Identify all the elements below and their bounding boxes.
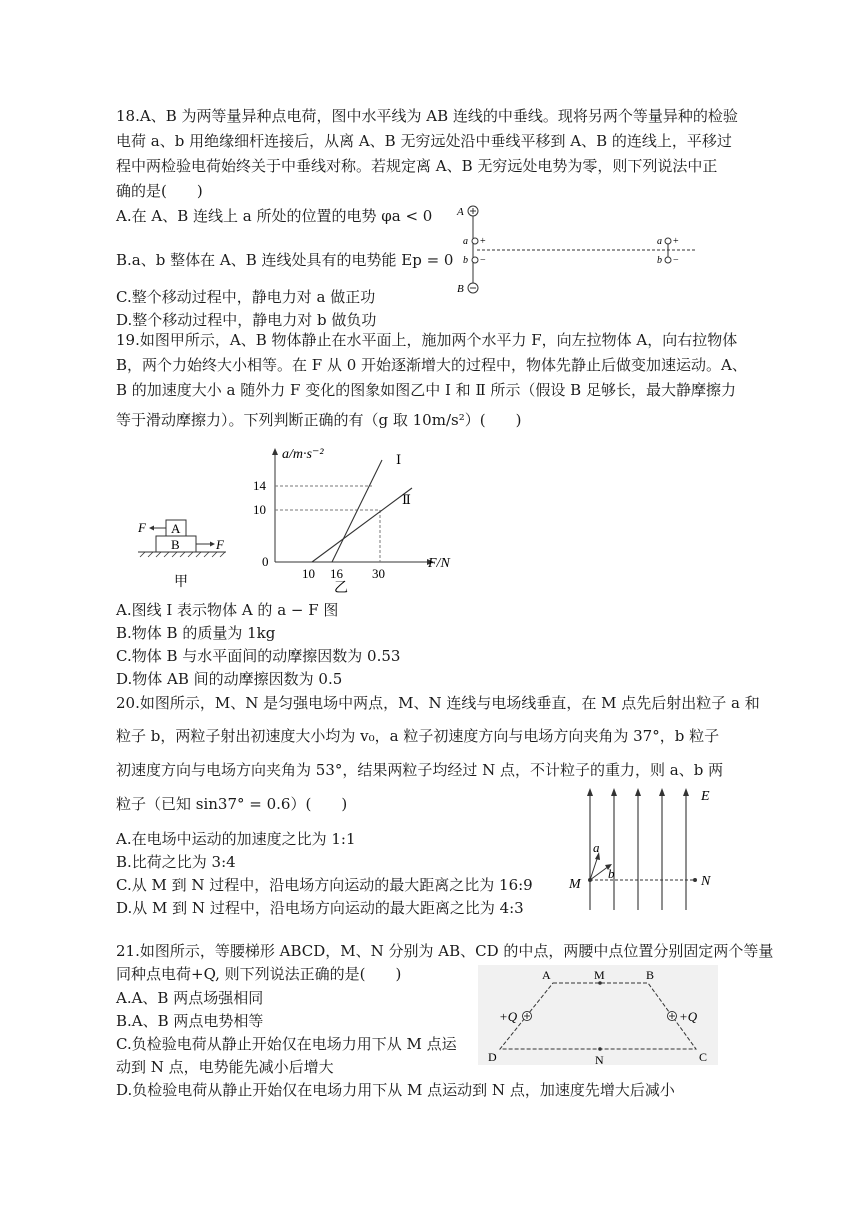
svg-text:F: F — [138, 520, 146, 535]
q18-line-2: 电荷 a、b 用绝缘细杆连接后，从离 A、B 无穷远处沿中垂线平移到 A、B 的连线上，平移过 — [116, 132, 732, 150]
caption-jia: 甲 — [174, 575, 188, 590]
x-tick-30: 30 — [372, 566, 385, 581]
label-a-left: a — [463, 236, 468, 247]
q21-option-a: A.A、B 两点场强相同 — [116, 989, 264, 1007]
q18-line-1: 18.A、B 为两等量异种点电荷，图中水平线为 AB 连线的中垂线。现将另两个等量异种的检验 — [116, 107, 738, 125]
q20-line-1: 20.如图所示，M、N 是匀强电场中两点，M、N 连线与电场线垂直，在 M 点先后射出粒子 a 和 — [116, 694, 760, 712]
q18-option-d: D.整个移动过程中，静电力对 b 做负功 — [116, 311, 377, 329]
q20-line-2: 粒子 b，两粒子射出初速度大小均为 v₀，a 粒子初速度方向与电场方向夹角为 37°，b 粒子 — [116, 727, 720, 745]
svg-text:−: − — [673, 255, 679, 266]
graph-line-1 — [332, 460, 382, 562]
q21-option-d: D.负检验电荷从静止开始仅在电场力用下从 M 点运动到 N 点，加速度先增大后减小 — [116, 1081, 675, 1099]
vertex-D: D — [488, 1050, 497, 1064]
point-N: N — [701, 874, 711, 889]
graph-line-2-label: Ⅱ — [402, 492, 411, 507]
x-tick-16: 16 — [330, 566, 343, 581]
field-line-arrows — [587, 788, 689, 796]
q20-option-c: C.从 M 到 N 过程中，沿电场方向运动的最大距离之比为 16:9 — [116, 876, 533, 894]
charge-right-label: +Q — [679, 1009, 698, 1024]
q19-line-1: 19.如图甲所示，A、B 物体静止在水平面上，施加两个水平力 F，向左拉物体 A，向右拉物体 — [116, 331, 738, 349]
q18-figure — [455, 200, 705, 300]
q20-option-a: A.在电场中运动的加速度之比为 1:1 — [116, 830, 356, 848]
y-tick-14: 14 — [253, 478, 266, 493]
x-tick-10: 10 — [302, 566, 315, 581]
label-B: B — [457, 283, 464, 295]
q21-option-c-2: 动到 N 点，电势能先减小后增大 — [116, 1058, 334, 1076]
q21-line-1: 21.如图所示，等腰梯形 ABCD，M、N 分别为 AB、CD 的中点，两腰中点位置分别固定两个等量 — [116, 942, 774, 960]
svg-text:A: A — [171, 521, 181, 536]
vertex-N: N — [595, 1053, 604, 1067]
q19-line-2: B，两个力始终大小相等。在 F 从 0 开始逐渐增大的过程中，物体先静止后做变加速运动。A、 — [116, 356, 747, 374]
svg-text:F: F — [216, 537, 224, 552]
q19-option-b: B.物体 B 的质量为 1kg — [116, 624, 276, 642]
origin-label: 0 — [262, 554, 269, 569]
q20-line-3: 初速度方向与电场方向夹角为 53°，结果两粒子均经过 N 点，不计粒子的重力，则 a、b 两 — [116, 761, 724, 779]
x-axis-label: F/N — [428, 556, 450, 571]
q19-option-a: A.图线 Ⅰ 表示物体 A 的 a − F 图 — [116, 601, 339, 619]
q19-line-4: 等于滑动摩擦力）。下列判断正确的有（g 取 10m/s²）( ) — [116, 411, 522, 429]
label-A: A — [457, 206, 464, 218]
caption-yi: 乙 — [334, 581, 348, 596]
q19-option-d: D.物体 AB 间的动摩擦因数为 0.5 — [116, 670, 343, 688]
svg-text:b: b — [608, 866, 615, 881]
label-b-right: b — [657, 255, 662, 266]
q21-line-2: 同种点电荷+Q, 则下列说法正确的是( ) — [116, 965, 402, 983]
svg-text:+: + — [673, 236, 679, 247]
field-label-E: E — [701, 789, 710, 804]
q18-line-4: 确的是( ) — [116, 182, 203, 200]
graph-line-2 — [312, 488, 412, 562]
q18-option-b: B.a、b 整体在 A、B 连线处具有的电势能 Ep = 0 — [116, 251, 454, 269]
graph-line-1-label: Ⅰ — [396, 452, 402, 467]
q21-figure — [478, 965, 718, 1065]
y-axis-label: a/m·s⁻² — [282, 447, 324, 462]
label-b-left: b — [463, 255, 468, 266]
vertex-A: A — [542, 968, 551, 982]
vertex-C: C — [699, 1050, 708, 1064]
q18-option-c: C.整个移动过程中，静电力对 a 做正功 — [116, 288, 376, 306]
charge-left-label: +Q — [499, 1009, 518, 1024]
svg-text:+: + — [480, 236, 486, 247]
q20-line-4: 粒子（已知 sin37° = 0.6）( ) — [116, 795, 348, 813]
vertex-M: M — [594, 968, 605, 982]
q18-option-a: A.在 A、B 连线上 a 所处的位置的电势 φa < 0 — [116, 207, 433, 225]
point-M: M — [569, 877, 581, 892]
svg-text:−: − — [480, 255, 486, 266]
q20-option-d: D.从 M 到 N 过程中，沿电场方向运动的最大距离之比为 4:3 — [116, 899, 524, 917]
q19-figure-blocks — [136, 510, 236, 590]
vertex-B: B — [646, 968, 655, 982]
q20-figure — [565, 780, 725, 915]
svg-text:B: B — [171, 537, 180, 552]
q19-line-3: B 的加速度大小 a 随外力 F 变化的图象如图乙中 Ⅰ 和 Ⅱ 所示（假设 B 足够长，最大静摩擦力 — [116, 381, 736, 399]
q19-graph — [250, 440, 470, 596]
velocity-a-arrow — [590, 856, 598, 880]
q21-option-c-1: C.负检验电荷从静止开始仅在电场力用下从 M 点运 — [116, 1035, 457, 1053]
q18-line-3: 程中两检验电荷始终关于中垂线对称。若规定离 A、B 无穷远处电势为零，则下列说法中正 — [116, 157, 718, 175]
q20-option-b: B.比荷之比为 3:4 — [116, 853, 236, 871]
q19-option-c: C.物体 B 与水平面间的动摩擦因数为 0.53 — [116, 647, 401, 665]
label-a-right: a — [657, 236, 662, 247]
y-tick-10: 10 — [253, 502, 266, 517]
q21-option-b: B.A、B 两点电势相等 — [116, 1012, 264, 1030]
svg-text:a: a — [593, 840, 600, 855]
